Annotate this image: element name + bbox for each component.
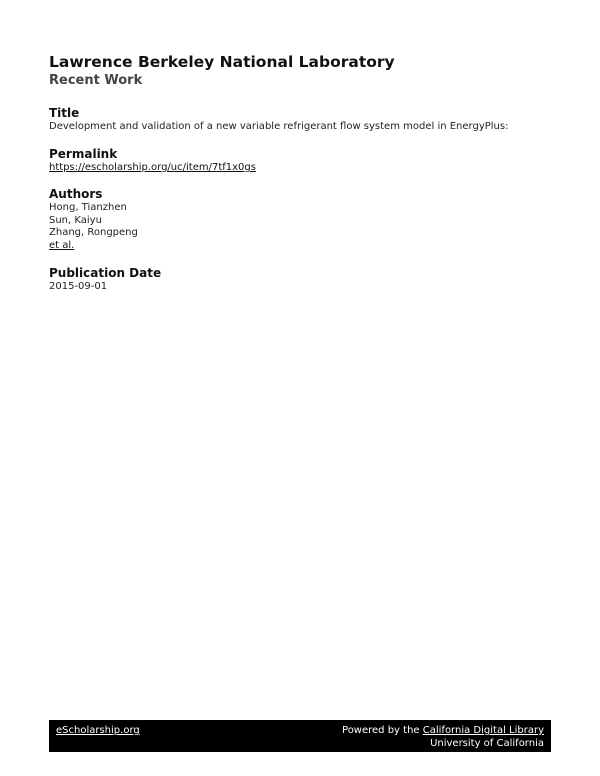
permalink-link[interactable]: https://escholarship.org/uc/item/7tf1x0gs bbox=[49, 162, 256, 173]
footer-bar bbox=[49, 720, 551, 752]
document-header bbox=[49, 53, 395, 89]
organization-title: Lawrence Berkeley National Laboratory bbox=[49, 53, 395, 71]
title-section bbox=[49, 106, 508, 134]
publication-date-section bbox=[49, 266, 161, 294]
uc-text: University of California bbox=[430, 738, 544, 749]
escholarship-link[interactable]: eScholarship.org bbox=[56, 725, 140, 736]
permalink-section bbox=[49, 147, 256, 175]
publication-date-label: Publication Date bbox=[49, 266, 162, 280]
authors-label: Authors bbox=[49, 187, 103, 201]
author-name: Hong, Tianzhen bbox=[49, 202, 127, 213]
et-al-link[interactable]: et al. bbox=[49, 239, 75, 251]
series-subtitle: Recent Work bbox=[49, 73, 143, 88]
permalink-label: Permalink bbox=[49, 147, 118, 161]
author-name: Zhang, Rongpeng bbox=[49, 227, 138, 238]
authors-section bbox=[49, 187, 138, 252]
cdl-link[interactable]: California Digital Library bbox=[422, 725, 544, 736]
author-name: Sun, Kaiyu bbox=[49, 214, 102, 226]
publication-date-value: 2015-09-01 bbox=[49, 281, 108, 292]
title-value: Development and validation of a new variable refrigerant flow system model in EnergyPlus: bbox=[49, 121, 509, 132]
title-label: Title bbox=[49, 106, 80, 120]
powered-by-text: Powered by the bbox=[342, 725, 423, 736]
